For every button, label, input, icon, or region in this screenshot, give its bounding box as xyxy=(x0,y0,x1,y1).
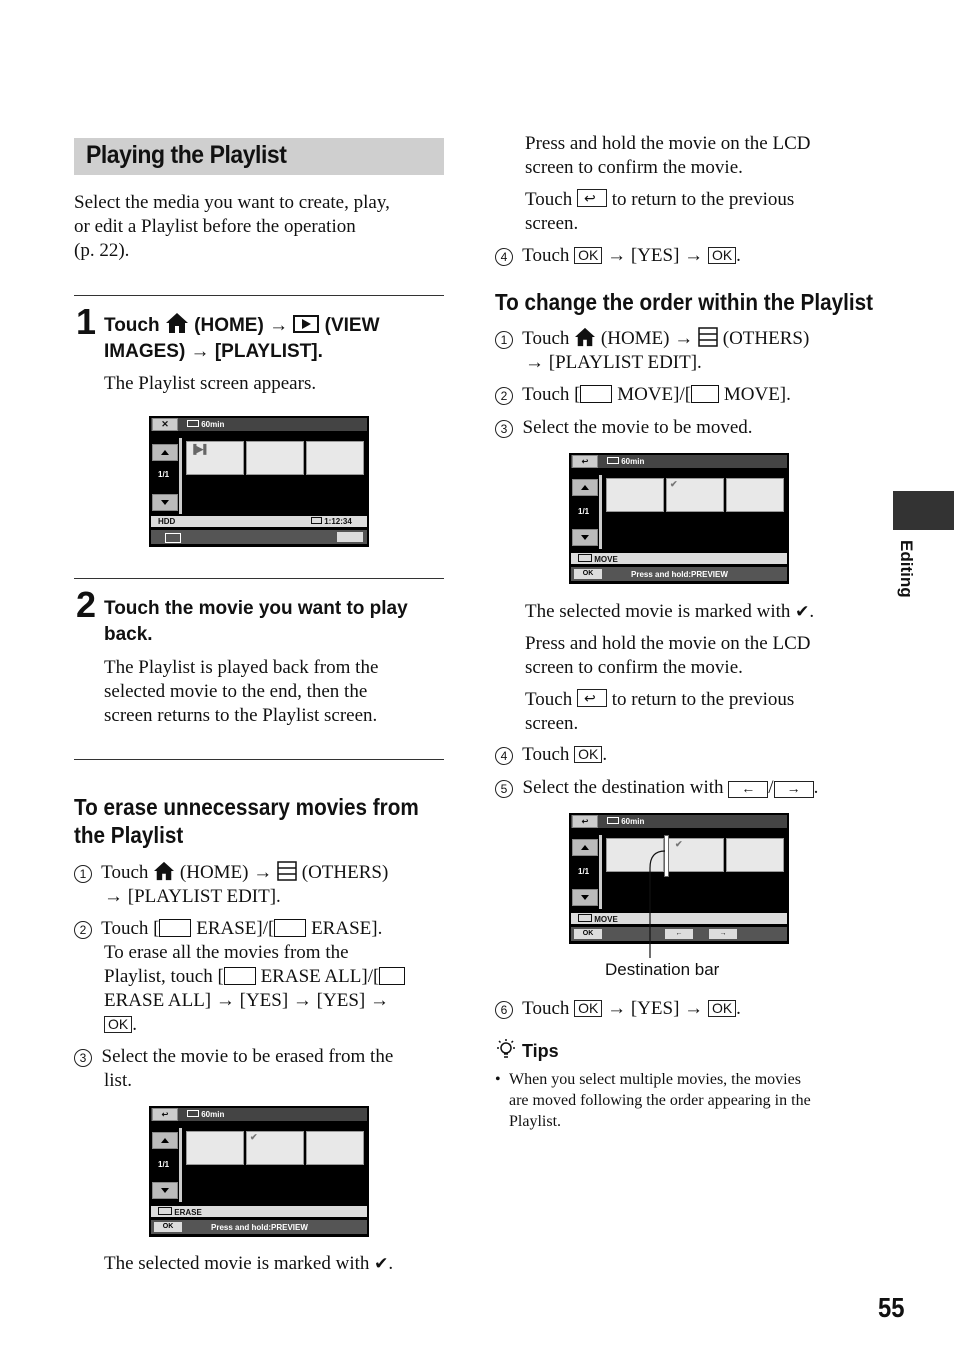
ok-button[interactable]: OK xyxy=(574,929,602,939)
step1-title: Touch (HOME) → (VIEW IMAGES) → [PLAYLIST]. xyxy=(104,312,444,365)
close-button[interactable] xyxy=(152,418,178,431)
order-middle-text: The selected movie is marked with ✔. Press and hold the movie on the LCD screen to confirm the movie. Touch ↩ to return to the previous screen. xyxy=(525,601,815,734)
thumbnail-selected[interactable] xyxy=(666,838,724,872)
mode-bar: MOVE xyxy=(571,913,787,924)
step1-desc: The Playlist screen appears. xyxy=(104,373,317,394)
thumbnail[interactable] xyxy=(186,441,244,475)
order-heading: To change the order within the Playlist xyxy=(495,289,874,315)
order-step-5: 5 Select the destination with ← / → . xyxy=(495,776,818,800)
up-arrow-icon xyxy=(161,450,169,455)
destination-bar-label: Destination bar xyxy=(605,960,720,979)
right-top-step-4: 4 Touch OK → [YES] → OK . xyxy=(495,244,741,268)
down-arrow-icon xyxy=(161,1188,169,1193)
mode-bar: ERASE xyxy=(151,1206,367,1217)
return-icon: ↩ xyxy=(161,1110,169,1119)
hdd-playlist-icon xyxy=(158,1207,172,1215)
order-step-1: 1 Touch (HOME) → (OTHERS) → [PLAYLIST EDIT]. xyxy=(495,327,870,375)
erase-screen xyxy=(149,1106,369,1237)
section-banner xyxy=(74,138,444,175)
step2-desc: The Playlist is played back from the selected movie to the end, then the screen returns to the Playlist screen. xyxy=(104,657,379,726)
divider xyxy=(74,578,444,579)
divider xyxy=(74,295,444,296)
battery-capacity: 60min xyxy=(607,817,644,826)
battery-capacity: 60min xyxy=(607,457,644,466)
return-button[interactable] xyxy=(572,455,598,468)
battery-icon xyxy=(607,817,619,824)
thumbnail[interactable] xyxy=(186,1131,244,1165)
hdd-playlist-icon xyxy=(224,967,256,985)
section-title: Playing the Playlist xyxy=(86,141,287,169)
ok-button-glyph: OK xyxy=(574,1000,602,1017)
tips-heading: Tips xyxy=(495,1038,559,1062)
option-button[interactable] xyxy=(337,532,363,542)
return-icon: ↩ xyxy=(581,817,589,826)
scrollbar[interactable] xyxy=(179,1128,182,1202)
view-images-icon xyxy=(293,314,319,334)
intro-line: (p. 22). xyxy=(74,240,130,261)
down-arrow-icon xyxy=(581,535,589,540)
checkmark-icon: ✔ xyxy=(670,479,678,489)
intro-text xyxy=(74,191,444,263)
step-number: 1 xyxy=(76,301,97,342)
battery-capacity: 60min xyxy=(187,1110,224,1119)
others-icon xyxy=(698,327,718,347)
scroll-up-button[interactable] xyxy=(152,1132,178,1149)
preview-hint: Press and hold:PREVIEW xyxy=(211,1223,308,1232)
step2-title: Touch the movie you want to play back. xyxy=(104,598,408,645)
hdd-playlist-icon xyxy=(578,554,592,562)
home-icon xyxy=(574,327,596,347)
play-marker-icon: ▐▶▌ xyxy=(190,444,210,454)
tips-bullet: • When you select multiple movies, the movies are moved following the order appearing in the Playlist. xyxy=(495,1071,811,1130)
callout-line xyxy=(640,848,670,960)
move-destination-screen xyxy=(569,813,789,944)
right-top-text: Press and hold the movie on the LCD screen to confirm the movie. Touch ↩ to return to the previous screen. xyxy=(525,133,811,234)
return-icon: ↩ xyxy=(577,189,607,207)
lightbulb-icon xyxy=(495,1038,517,1060)
film-icon xyxy=(311,517,322,524)
scrollbar[interactable] xyxy=(179,438,182,514)
thumbnail[interactable] xyxy=(726,478,784,512)
total-time: 1:12:34 xyxy=(311,517,352,526)
left-arrow-icon: ← xyxy=(728,781,768,798)
playlist-screen xyxy=(149,416,369,547)
section-tab-label: Editing xyxy=(897,540,916,598)
return-icon: ↩ xyxy=(577,689,607,707)
erase-step-2: 2 Touch [ ERASE]/[ ERASE]. To erase all the movies from the Playlist, touch [ ERASE ALL]/[ ERASE ALL] → [YES] → [YES] → OK . xyxy=(74,917,449,1037)
scroll-down-button[interactable] xyxy=(572,889,598,906)
ok-button-glyph: OK xyxy=(708,247,736,264)
up-arrow-icon xyxy=(161,1138,169,1143)
battery-capacity: 60min xyxy=(187,420,224,429)
order-step-3: 3 Select the movie to be moved. xyxy=(495,416,753,440)
page-indicator: 1/1 xyxy=(578,867,590,876)
thumbnail[interactable] xyxy=(246,441,304,475)
move-right-button[interactable]: → xyxy=(709,929,737,939)
home-icon xyxy=(153,861,175,881)
erase-marked-text: The selected movie is marked with ✔. xyxy=(104,1253,394,1274)
up-arrow-icon xyxy=(581,485,589,490)
return-icon: ↩ xyxy=(581,457,589,466)
checkmark-icon: ✔ xyxy=(675,839,683,849)
battery-icon xyxy=(187,420,199,427)
info-bar: HDD 1:12:34 xyxy=(151,516,367,527)
ok-button-glyph: OK xyxy=(574,746,602,763)
scrollbar[interactable] xyxy=(599,475,602,549)
move-left-button[interactable]: ← xyxy=(665,929,693,939)
battery-icon xyxy=(607,457,619,464)
intro-line: Select the media you want to create, play, xyxy=(74,192,390,213)
close-icon: ✕ xyxy=(161,419,169,429)
section-tab xyxy=(893,491,954,530)
step-number: 2 xyxy=(76,584,97,625)
return-button[interactable] xyxy=(152,1108,178,1121)
scrollbar[interactable] xyxy=(599,835,602,909)
page-indicator: 1/1 xyxy=(158,470,170,479)
right-arrow-icon: → xyxy=(774,781,814,798)
erase-step-1: 1 Touch (HOME) → (OTHERS) → [PLAYLIST EDIT]. xyxy=(74,861,449,909)
scroll-up-button[interactable] xyxy=(572,839,598,856)
hdd-playlist-icon xyxy=(159,919,191,937)
thumbnail[interactable] xyxy=(306,1131,364,1165)
return-button[interactable] xyxy=(572,815,598,828)
order-step-2: 2 Touch [ MOVE]/[ MOVE]. xyxy=(495,383,791,407)
thumbnail-selected[interactable] xyxy=(246,1131,304,1165)
preview-hint: Press and hold:PREVIEW xyxy=(631,570,728,579)
memory-stick-playlist-icon xyxy=(691,385,719,403)
page-indicator: 1/1 xyxy=(158,1160,170,1169)
thumbnail[interactable] xyxy=(306,441,364,475)
thumbnail[interactable] xyxy=(726,838,784,872)
memory-stick-playlist-icon xyxy=(379,967,405,985)
page-indicator: 1/1 xyxy=(578,507,590,516)
down-arrow-icon xyxy=(161,500,169,505)
checkmark-icon: ✔ xyxy=(250,1132,258,1142)
hdd-playlist-icon xyxy=(580,385,612,403)
home-icon xyxy=(165,312,189,334)
intro-line: or edit a Playlist before the operation xyxy=(74,216,356,237)
scroll-up-button[interactable] xyxy=(572,479,598,496)
hdd-playlist-icon xyxy=(578,914,592,922)
page-number: 55 xyxy=(878,1292,905,1323)
ok-button-glyph: OK xyxy=(574,247,602,264)
erase-step-3: 3 Select the movie to be erased from the list. xyxy=(74,1045,449,1093)
ok-button[interactable]: OK xyxy=(154,1222,182,1232)
down-arrow-icon xyxy=(581,895,589,900)
scroll-down-button[interactable] xyxy=(152,494,178,511)
up-arrow-icon xyxy=(581,845,589,850)
erase-heading: To erase unnecessary movies from the Playlist xyxy=(74,794,419,848)
battery-icon xyxy=(187,1110,199,1117)
thumbnail[interactable] xyxy=(606,478,664,512)
checkmark-icon: ✔ xyxy=(795,602,810,622)
others-icon xyxy=(277,861,297,881)
divider xyxy=(74,759,444,760)
mode-bar: MOVE xyxy=(571,553,787,564)
order-step-6: 6 Touch OK → [YES] → OK . xyxy=(495,997,741,1021)
move-screen xyxy=(569,453,789,584)
checkmark-icon: ✔ xyxy=(374,1254,389,1274)
order-step-4: 4 Touch OK . xyxy=(495,743,607,767)
scroll-up-button[interactable] xyxy=(152,444,178,461)
thumbnail-selected[interactable] xyxy=(666,478,724,512)
hdd-playlist-icon[interactable] xyxy=(165,533,181,543)
step1-title-line2: IMAGES) → [PLAYLIST]. xyxy=(104,341,323,362)
scroll-down-button[interactable] xyxy=(152,1182,178,1199)
ok-button-glyph: OK xyxy=(708,1000,736,1017)
ok-button-glyph: OK xyxy=(104,1016,132,1033)
scroll-down-button[interactable] xyxy=(572,529,598,546)
memory-stick-playlist-icon xyxy=(274,919,306,937)
ok-button[interactable]: OK xyxy=(574,569,602,579)
